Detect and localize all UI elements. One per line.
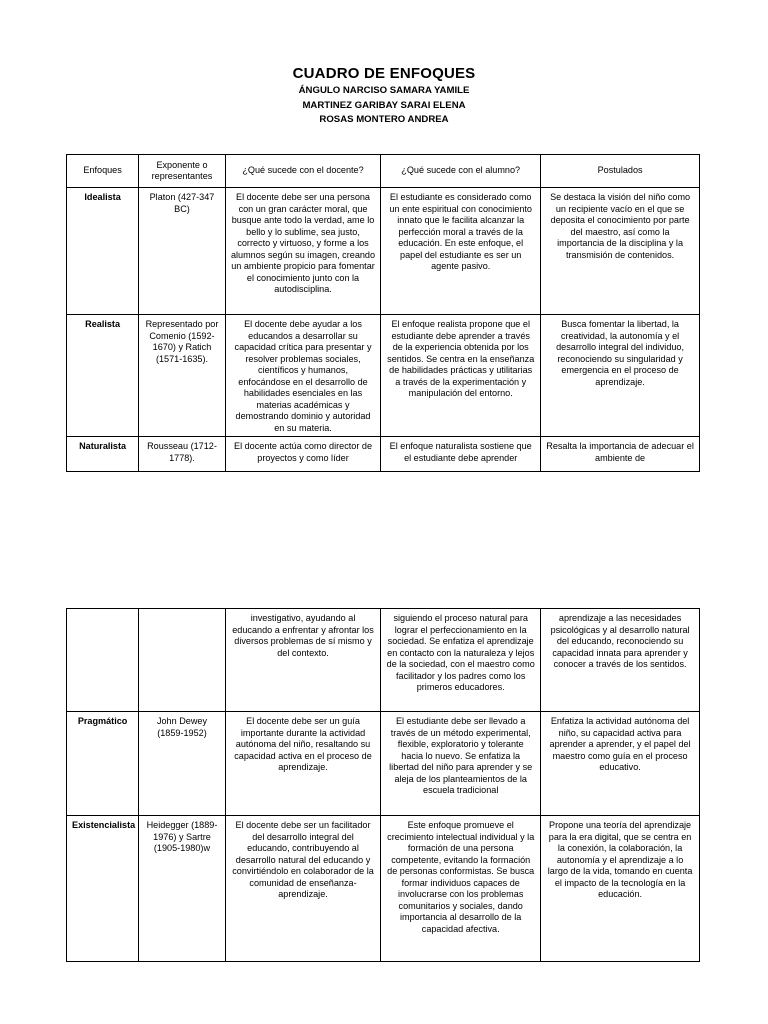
enfoque-cell: Realista [67, 315, 139, 437]
exponente-cell [139, 609, 226, 712]
exponente-cell: John Dewey (1859-1952) [139, 712, 226, 816]
header-cell: Postulados [541, 155, 700, 188]
exponente-cell: Platon (427-347 BC) [139, 188, 226, 315]
exponente-cell: Heidegger (1889-1976) y Sartre (1905-1980)w [139, 816, 226, 962]
table-row [67, 437, 700, 472]
alumno-cell: El enfoque realista propone que el estudiante debe aprender a través de la experiencia obtenida por los sentidos. Se centra en la enseñanza de habilidades prácticas y utilitarias a través de la experimentación y manipulación del entorno. [381, 315, 541, 437]
exponente-cell: Rousseau (1712-1778). [139, 437, 226, 472]
postulados-cell: Resalta la importancia de adecuar el ambiente de [541, 437, 700, 472]
header-cell: Exponente o representantes [139, 155, 226, 188]
alumno-cell: El estudiante es considerado como un ente espiritual con conocimiento innato que le facilita alcanzar la perfección moral a través de la educación. En este enfoque, el papel del estudiante es ser un agente pasivo. [381, 188, 541, 315]
table-row [67, 315, 700, 437]
document-header [0, 64, 768, 128]
table-row [67, 712, 700, 816]
docente-cell: El docente debe ser un facilitador del desarrollo integral del educando, contribuyendo al desarrollo natural del educando y convirtiéndolo en colaborador de la comunidad de enseñanza-aprendizaje. [225, 816, 380, 962]
postulados-cell: Busca fomentar la libertad, la creatividad, la autonomía y el desarrollo integral del individuo, reconociendo su singularidad y emergencia en el proceso de aprendizaje. [541, 315, 700, 437]
table-row [67, 816, 700, 962]
postulados-cell: Propone una teoría del aprendizaje para la era digital, que se centra en la conexión, la colaboración, la autonomía y el aprendizaje a lo largo de la vida, tomando en cuenta el impacto de la tecnología en la educación. [541, 816, 700, 962]
alumno-cell: siguiendo el proceso natural para lograr el perfeccionamiento en la sociedad. Se enfatiza el aprendizaje en contacto con la naturaleza y lejos de la sociedad, con el maestro como facilitador y los padres como los primeros educadores. [381, 609, 541, 712]
exponente-cell: Representado por Comenio (1592-1670) y Ratich (1571-1635). [139, 315, 226, 437]
table-row [67, 188, 700, 315]
enfoque-cell: Idealista [67, 188, 139, 315]
approaches-table-page-2 [66, 608, 700, 962]
postulados-cell: Se destaca la visión del niño como un recipiente vacío en el que se deposita el conocimiento por parte del maestro, así como la importancia de la disciplina y la transmisión de contenidos. [541, 188, 700, 315]
docente-cell: El docente debe ser un guía importante durante la actividad autónoma del niño, resaltando su capacidad activa en el proceso de aprendizaje. [225, 712, 380, 816]
document-title: CUADRO DE ENFOQUES [292, 65, 476, 82]
table-header-row [67, 155, 700, 188]
table-row [67, 609, 700, 712]
enfoque-cell: Existencialista [67, 816, 139, 962]
alumno-cell: Este enfoque promueve el crecimiento intelectual individual y la formación de una persona competente, evitando la formación de personas conformistas. Se busca formar individuos capaces de involucrarse con los problemas comunitarios y sociales, dando importancia al desarrollo de la capacidad afectiva. [381, 816, 541, 962]
enfoque-cell: Naturalista [67, 437, 139, 472]
docente-cell: El docente debe ayudar a los educandos a desarrollar su capacidad crítica para presentar y resolver problemas sociales, científicos y humanos, enfocándose en el desarrollo de habilidades esenciales en las materias académicas y demostrando dominio y autoridad en su materia. [225, 315, 380, 437]
author-name: ROSAS MONTERO ANDREA [319, 114, 449, 125]
docente-cell: investigativo, ayudando al educando a enfrentar y afrontar los diversos problemas de sí mismo y del contexto. [225, 609, 380, 712]
approaches-table-page-1 [66, 154, 700, 472]
header-cell: Enfoques [67, 155, 139, 188]
postulados-cell: Enfatiza la actividad autónoma del niño, su capacidad activa para aprender a aprender, y el papel del maestro como guía en el proceso educativo. [541, 712, 700, 816]
author-name: ÁNGULO NARCISO SAMARA YAMILE [298, 85, 470, 96]
enfoque-cell: Pragmático [67, 712, 139, 816]
alumno-cell: El enfoque naturalista sostiene que el estudiante debe aprender [381, 437, 541, 472]
postulados-cell: aprendizaje a las necesidades psicológicas y al desarrollo natural del educando, reconociendo su capacidad innata para aprender y conocer a través de los sentidos. [541, 609, 700, 712]
alumno-cell: El estudiante debe ser llevado a través de un método experimental, flexible, exploratorio y tolerante hacia lo nuevo. Se enfatiza la libertad del niño para aprender y se aleja de los planteamientos de la escuela tradicional [381, 712, 541, 816]
header-cell: ¿Qué sucede con el alumno? [381, 155, 541, 188]
docente-cell: El docente actúa como director de proyectos y como líder [225, 437, 380, 472]
enfoque-cell [67, 609, 139, 712]
docente-cell: El docente debe ser una persona con un gran carácter moral, que busque ante todo la verdad, ame lo bello y lo sublime, sea justo, correcto y virtuoso, y forme a los alumnos según su imagen, creando un ambiente propicio para fomentar el conocimiento junto con la autodisciplina. [225, 188, 380, 315]
header-cell: ¿Qué sucede con el docente? [225, 155, 380, 188]
author-name: MARTINEZ GARIBAY SARAI ELENA [302, 99, 466, 111]
